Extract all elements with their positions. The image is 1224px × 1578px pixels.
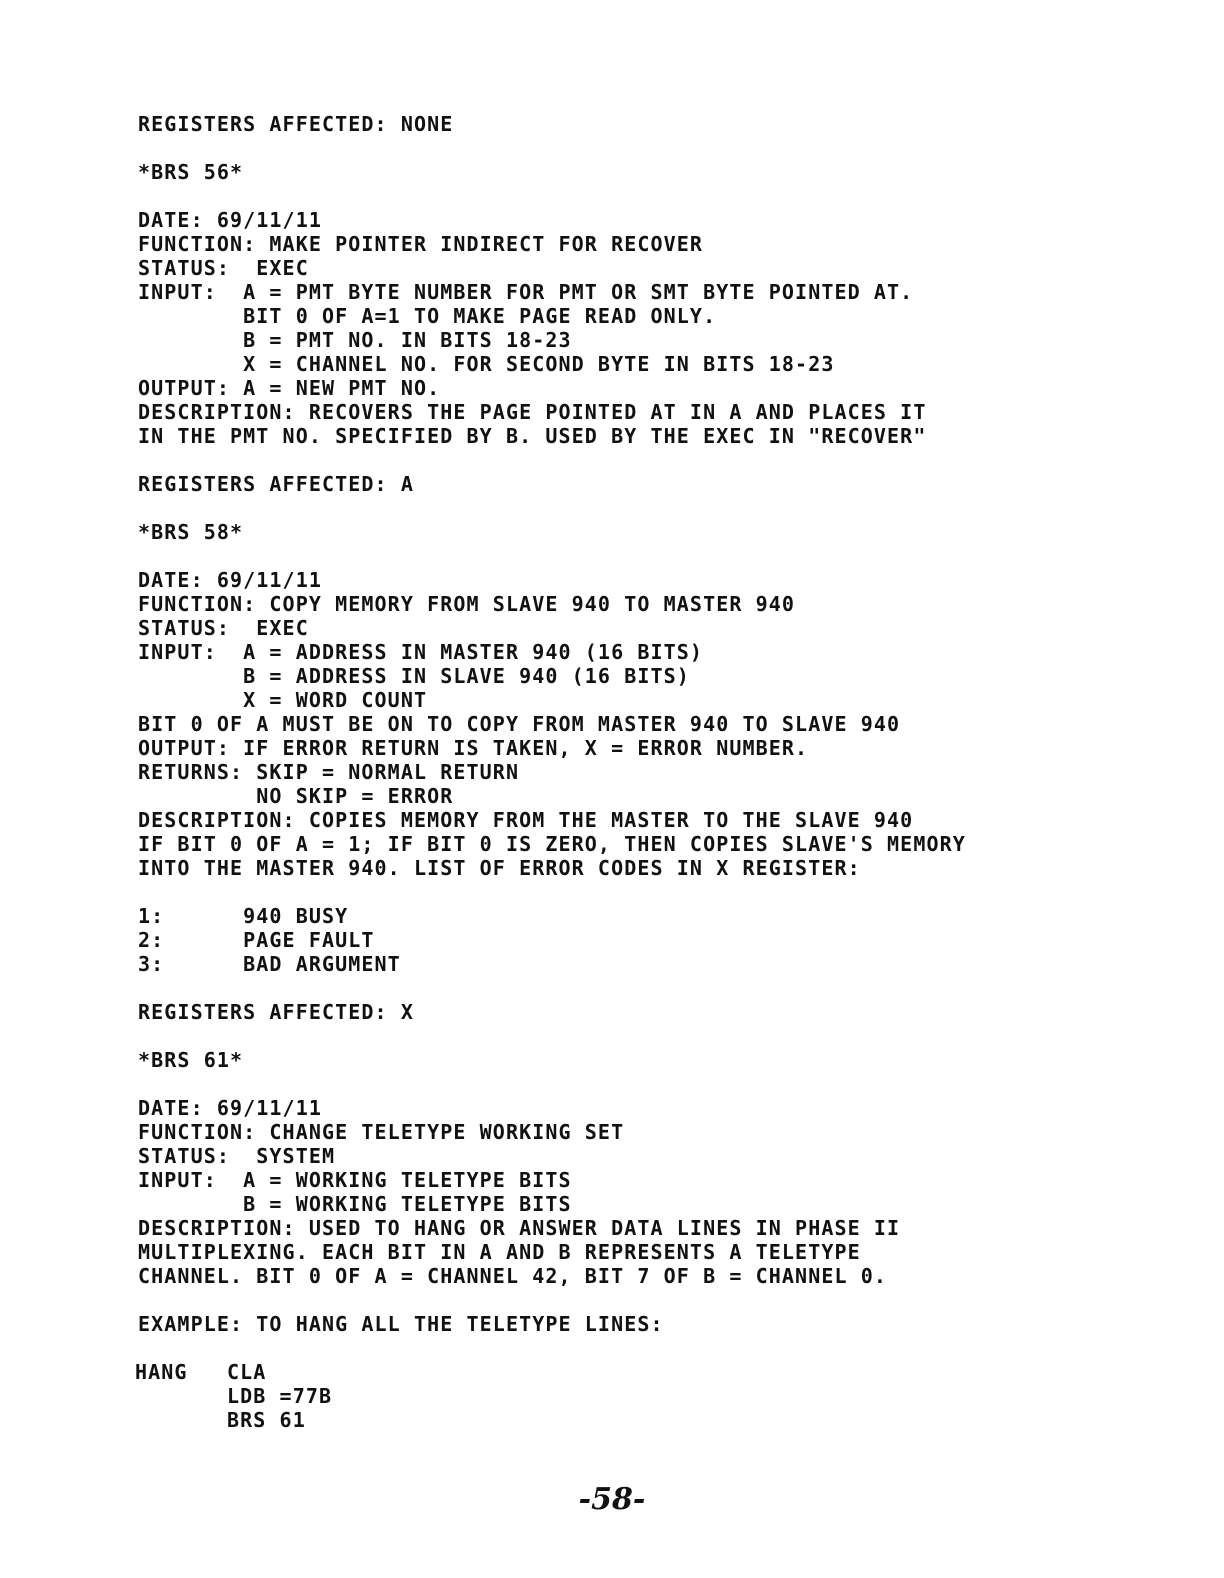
doc-line: STATUS: EXEC: [138, 256, 309, 280]
doc-line: DATE: 69/11/11: [138, 208, 322, 232]
doc-line: X = CHANNEL NO. FOR SECOND BYTE IN BITS 18-23: [138, 352, 835, 376]
section-heading: *BRS 61*: [138, 1048, 244, 1072]
code-line: LDB =77B: [135, 1384, 333, 1408]
doc-line: BIT 0 OF A=1 TO MAKE PAGE READ ONLY.: [138, 304, 717, 328]
section-heading: *BRS 56*: [138, 160, 244, 184]
doc-line: REGISTERS AFFECTED: A: [138, 472, 414, 496]
doc-line: DATE: 69/11/11: [138, 1096, 322, 1120]
error-code-item: 1: 940 BUSY: [138, 904, 349, 928]
code-line: HANG CLA: [135, 1360, 267, 1384]
doc-line: DATE: 69/11/11: [138, 568, 322, 592]
code-line: BRS 61: [135, 1408, 306, 1432]
doc-line: INPUT: A = WORKING TELETYPE BITS: [138, 1168, 572, 1192]
doc-line: DESCRIPTION: USED TO HANG OR ANSWER DATA LINES IN PHASE II: [138, 1216, 901, 1240]
doc-line: FUNCTION: MAKE POINTER INDIRECT FOR RECOVER: [138, 232, 704, 256]
doc-line: INTO THE MASTER 940. LIST OF ERROR CODES IN X REGISTER:: [138, 856, 861, 880]
doc-line: IN THE PMT NO. SPECIFIED BY B. USED BY THE EXEC IN "RECOVER": [138, 424, 927, 448]
doc-line: FUNCTION: CHANGE TELETYPE WORKING SET: [138, 1120, 625, 1144]
doc-line: CHANNEL. BIT 0 OF A = CHANNEL 42, BIT 7 OF B = CHANNEL 0.: [138, 1264, 888, 1288]
doc-line: X = WORD COUNT: [138, 688, 428, 712]
section-heading: *BRS 58*: [138, 520, 244, 544]
doc-line: INPUT: A = PMT BYTE NUMBER FOR PMT OR SMT BYTE POINTED AT.: [138, 280, 914, 304]
doc-line: IF BIT 0 OF A = 1; IF BIT 0 IS ZERO, THEN COPIES SLAVE'S MEMORY: [138, 832, 966, 856]
doc-line: MULTIPLEXING. EACH BIT IN A AND B REPRESENTS A TELETYPE: [138, 1240, 861, 1264]
doc-line: B = ADDRESS IN SLAVE 940 (16 BITS): [138, 664, 690, 688]
doc-line: EXAMPLE: TO HANG ALL THE TELETYPE LINES:: [138, 1312, 664, 1336]
doc-line: DESCRIPTION: RECOVERS THE PAGE POINTED AT IN A AND PLACES IT: [138, 400, 927, 424]
doc-line: STATUS: EXEC: [138, 616, 309, 640]
doc-line: STATUS: SYSTEM: [138, 1144, 336, 1168]
doc-line: DESCRIPTION: COPIES MEMORY FROM THE MASTER TO THE SLAVE 940: [138, 808, 914, 832]
doc-line: NO SKIP = ERROR: [138, 784, 454, 808]
error-code-item: 2: PAGE FAULT: [138, 928, 375, 952]
doc-line: RETURNS: SKIP = NORMAL RETURN: [138, 760, 520, 784]
doc-line: BIT 0 OF A MUST BE ON TO COPY FROM MASTER 940 TO SLAVE 940: [138, 712, 901, 736]
doc-line: B = WORKING TELETYPE BITS: [138, 1192, 572, 1216]
page-number: -58-: [578, 1482, 646, 1517]
doc-line: OUTPUT: IF ERROR RETURN IS TAKEN, X = ERROR NUMBER.: [138, 736, 809, 760]
doc-line: OUTPUT: A = NEW PMT NO.: [138, 376, 441, 400]
doc-line: FUNCTION: COPY MEMORY FROM SLAVE 940 TO MASTER 940: [138, 592, 796, 616]
doc-line: INPUT: A = ADDRESS IN MASTER 940 (16 BITS): [138, 640, 704, 664]
error-code-item: 3: BAD ARGUMENT: [138, 952, 401, 976]
doc-line: B = PMT NO. IN BITS 18-23: [138, 328, 572, 352]
doc-line: REGISTERS AFFECTED: NONE: [138, 112, 454, 136]
doc-line: REGISTERS AFFECTED: X: [138, 1000, 414, 1024]
